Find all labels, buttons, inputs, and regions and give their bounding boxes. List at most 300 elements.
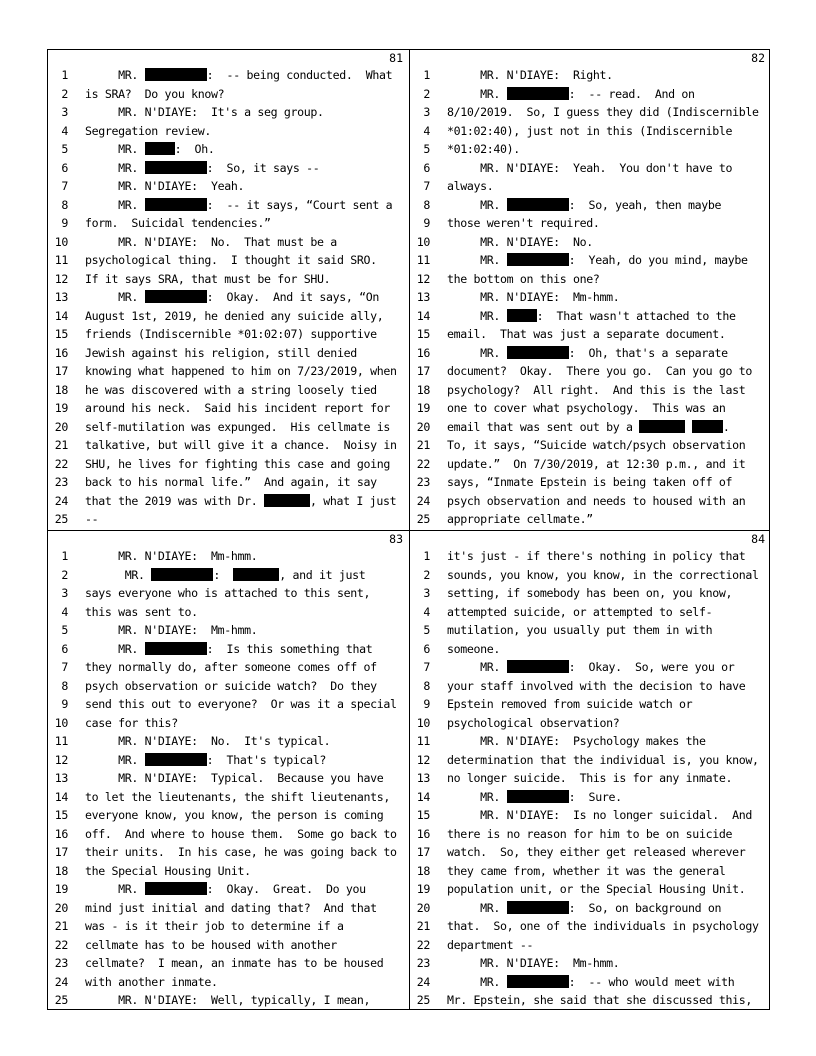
- line-text-segment: it's just - if there's nothing in policy that: [447, 549, 746, 563]
- line-text-segment: everyone know, you know, the person is coming: [85, 808, 384, 822]
- transcript-line: [48, 122, 409, 141]
- line-number: 4: [423, 123, 430, 138]
- line-text: [85, 566, 365, 585]
- line-text-segment: appropriate cellmate.”: [447, 512, 593, 526]
- line-text: [447, 473, 732, 492]
- line-number: 17: [416, 845, 430, 859]
- line-text: [447, 418, 730, 437]
- line-text: [447, 66, 613, 85]
- transcript-line: [48, 399, 409, 418]
- line-text: [447, 603, 712, 622]
- line-number: 6: [423, 160, 430, 175]
- line-text-segment: email that was sent out by a: [447, 419, 640, 434]
- line-text-segment: Segregation review.: [85, 123, 211, 138]
- line-number: 15: [416, 327, 430, 341]
- transcript-line: [48, 658, 409, 677]
- line-text: [85, 936, 337, 955]
- line-number: 18: [54, 863, 68, 878]
- redaction-box: [145, 198, 207, 211]
- line-number: 5: [61, 142, 68, 156]
- line-text-segment: : Oh.: [174, 142, 215, 156]
- line-number: 24: [416, 493, 430, 508]
- line-text-segment: MR. N'DIAYE: Well, typically, I mean,: [85, 993, 371, 1007]
- line-number: 4: [61, 604, 68, 619]
- transcript-line: [410, 177, 771, 196]
- transcript-line: [410, 547, 771, 566]
- page-number: 81: [389, 51, 403, 65]
- transcript-line: [410, 233, 771, 252]
- line-text-segment: MR.: [85, 567, 152, 582]
- line-text: [447, 140, 520, 159]
- transcript-line: [48, 917, 409, 936]
- transcript-line: [48, 640, 409, 659]
- transcript-line: [410, 732, 771, 751]
- line-text-segment: MR. N'DIAYE: It's a seg group.: [85, 105, 324, 119]
- transcript-line: [410, 991, 771, 1010]
- line-number: 24: [416, 974, 430, 989]
- line-text-segment: setting, if somebody has been on, you know,: [447, 586, 733, 600]
- line-text: [85, 677, 377, 696]
- transcript-line: [48, 621, 409, 640]
- line-number: 19: [416, 401, 430, 415]
- line-text-segment: self-mutilation was expunged. His cellmate is: [85, 419, 390, 434]
- line-text: [447, 325, 725, 344]
- line-number: 25: [416, 993, 430, 1007]
- line-number: 11: [54, 734, 68, 748]
- transcript-line: [48, 769, 409, 788]
- line-text-segment: , and it just: [279, 567, 366, 582]
- transcript-line: [48, 732, 409, 751]
- line-text: [447, 233, 593, 252]
- line-text: [85, 732, 330, 751]
- line-text-segment: friends (Indiscernible *01:02:07) supportive: [85, 327, 377, 341]
- line-text: [85, 769, 383, 788]
- line-number: 3: [61, 105, 68, 119]
- line-text: [447, 806, 752, 825]
- line-number: 12: [416, 271, 430, 286]
- line-number: 8: [61, 197, 68, 212]
- transcript-line: [410, 954, 771, 973]
- line-text-segment: case for this?: [85, 715, 178, 730]
- line-text-segment: MR. N'DIAYE: Is no longer suicidal. And: [447, 808, 752, 822]
- line-number: 6: [61, 641, 68, 656]
- line-text: [447, 159, 732, 178]
- line-number: 24: [54, 974, 68, 989]
- line-text-segment: MR.: [85, 641, 145, 656]
- line-text: [85, 899, 377, 918]
- line-text: [447, 288, 619, 307]
- line-text: [85, 806, 383, 825]
- line-text-segment: : So, yeah, then maybe: [568, 197, 722, 212]
- line-number: 6: [61, 160, 68, 175]
- line-text-segment: MR.: [447, 900, 507, 915]
- transcript-line: [410, 344, 771, 363]
- line-text-segment: : -- who would meet with: [568, 974, 735, 989]
- line-text-segment: there is no reason for him to be on suicide: [447, 826, 733, 841]
- transcript-line: [410, 769, 771, 788]
- line-number: 9: [423, 697, 430, 711]
- line-text-segment: 8/10/2019. So, I guess they did (Indiscernible: [447, 105, 759, 119]
- line-text: [447, 843, 745, 862]
- transcript-line: [410, 936, 771, 955]
- transcript-line: [48, 862, 409, 881]
- transcript-line: [48, 362, 409, 381]
- line-text-segment: they came from, whether it was the general: [447, 863, 726, 878]
- redaction-box: [507, 790, 569, 803]
- line-text-segment: : Yeah, do you mind, maybe: [568, 253, 748, 267]
- line-number: 10: [54, 715, 68, 730]
- line-number: 19: [416, 882, 430, 896]
- line-text-segment: with another inmate.: [85, 974, 218, 989]
- line-text-segment: the Special Housing Unit.: [85, 863, 251, 878]
- line-number: 11: [416, 734, 430, 748]
- line-text: [447, 214, 600, 233]
- line-text: [447, 825, 732, 844]
- line-number: 22: [54, 937, 68, 952]
- line-number: 4: [61, 123, 68, 138]
- line-text-segment: MR.: [447, 253, 507, 267]
- transcript-line: [48, 899, 409, 918]
- line-number: 17: [416, 364, 430, 378]
- line-text: [85, 455, 390, 474]
- line-text: [85, 917, 344, 936]
- transcript-line: [48, 547, 409, 566]
- line-text: [447, 936, 533, 955]
- transcript-line: [48, 270, 409, 289]
- line-text-segment: MR. N'DIAYE: Mm-hmm.: [447, 290, 620, 304]
- line-text: [85, 103, 324, 122]
- line-text-segment: knowing what happened to him on 7/23/2019, when: [85, 364, 397, 378]
- line-number: 22: [54, 456, 68, 471]
- line-text-segment: no longer suicide. This is for any inmate.: [447, 771, 733, 785]
- transcript-line: [410, 159, 771, 178]
- line-number: 15: [54, 808, 68, 822]
- transcript-line: [410, 843, 771, 862]
- line-text-segment: : That's typical?: [206, 752, 327, 767]
- transcript-sheet: [47, 49, 770, 1010]
- line-number: 3: [61, 586, 68, 600]
- line-text-segment: To, it says, “Suicide watch/psych observation: [447, 438, 746, 452]
- page-number: 82: [751, 51, 765, 65]
- line-text-segment: determination that the individual is, you know,: [447, 752, 759, 767]
- transcript-line: [48, 566, 409, 585]
- line-text-segment: MR.: [447, 308, 507, 323]
- line-text-segment: Mr. Epstein, she said that she discussed this,: [447, 993, 752, 1007]
- line-text-segment: that the 2019 was with Dr.: [85, 493, 265, 508]
- line-text-segment: : Oh, that's a separate: [568, 345, 728, 360]
- redaction-box: [145, 142, 175, 155]
- line-number: 16: [54, 826, 68, 841]
- transcript-line: [48, 288, 409, 307]
- line-text: [447, 436, 745, 455]
- line-number: 23: [416, 475, 430, 489]
- line-text: [85, 140, 214, 159]
- line-number: 3: [423, 586, 430, 600]
- line-text: [85, 658, 377, 677]
- line-text-segment: MR. N'DIAYE: Mm-hmm.: [447, 956, 620, 970]
- line-text: [85, 436, 397, 455]
- line-number: 5: [423, 623, 430, 637]
- line-number: 2: [61, 567, 68, 582]
- line-text: [447, 399, 725, 418]
- line-text-segment: someone.: [447, 641, 501, 656]
- line-text-segment: : Okay. Great. Do you: [206, 882, 366, 896]
- line-number: 25: [54, 512, 68, 526]
- redaction-box: [145, 642, 207, 655]
- transcript-line: [410, 584, 771, 603]
- transcript-line: [48, 307, 409, 326]
- line-text: [85, 362, 397, 381]
- line-number: 19: [54, 882, 68, 896]
- line-number: 8: [61, 678, 68, 693]
- transcript-line: [48, 584, 409, 603]
- line-text-segment: : Is this something that: [206, 641, 373, 656]
- transcript-page: [410, 531, 771, 1011]
- line-text-segment: Epstein removed from suicide watch or: [447, 697, 693, 711]
- redaction-box: [264, 494, 310, 507]
- line-text-segment: *01:02:40), just not in this (Indiscernible: [447, 123, 733, 138]
- line-number: 11: [54, 253, 68, 267]
- line-text-segment: : So, it says --: [206, 160, 320, 175]
- transcript-line: [410, 196, 771, 215]
- transcript-line: [48, 695, 409, 714]
- line-number: 20: [416, 419, 430, 434]
- transcript-line: [410, 85, 771, 104]
- transcript-line: [410, 677, 771, 696]
- line-text: [447, 732, 706, 751]
- transcript-line: [410, 899, 771, 918]
- line-text-segment: mind just initial and dating that? And that: [85, 900, 377, 915]
- line-text: [85, 85, 224, 104]
- line-text: [447, 769, 732, 788]
- line-text-segment: form. Suicidal tendencies.”: [85, 216, 271, 230]
- transcript-line: [48, 788, 409, 807]
- line-text-segment: they normally do, after someone comes off of: [85, 660, 377, 674]
- line-number: 14: [416, 789, 430, 804]
- line-text-segment: those weren't required.: [447, 216, 600, 230]
- line-number: 1: [61, 549, 68, 563]
- line-text: [447, 103, 759, 122]
- line-text: [85, 825, 397, 844]
- line-text: [85, 214, 271, 233]
- line-text-segment: MR. N'DIAYE: No.: [447, 234, 593, 249]
- line-text-segment: document? Okay. There you go. Can you go to: [447, 364, 752, 378]
- transcript-line: [48, 196, 409, 215]
- line-text-segment: MR.: [85, 752, 145, 767]
- redaction-box: [145, 161, 207, 174]
- transcript-line: [48, 85, 409, 104]
- transcript-line: [410, 362, 771, 381]
- line-text: [85, 695, 397, 714]
- transcript-line: [410, 455, 771, 474]
- line-text: [447, 344, 728, 363]
- line-text-segment: MR.: [85, 68, 145, 82]
- line-text: [85, 510, 98, 529]
- transcript-line: [410, 621, 771, 640]
- line-number: 14: [54, 308, 68, 323]
- line-text-segment: MR. N'DIAYE: Mm-hmm.: [85, 549, 258, 563]
- line-text: [447, 270, 600, 289]
- line-number: 10: [54, 234, 68, 249]
- line-number: 13: [416, 290, 430, 304]
- line-number: 21: [54, 438, 68, 452]
- line-text: [447, 510, 593, 529]
- line-text-segment: : That wasn't attached to the: [536, 308, 736, 323]
- line-number: 1: [423, 68, 430, 82]
- line-text-segment: MR.: [85, 197, 145, 212]
- line-text: [85, 991, 370, 1010]
- line-text: [85, 880, 366, 899]
- line-text-segment: MR.: [447, 974, 507, 989]
- transcript-line: [410, 640, 771, 659]
- line-number: 5: [61, 623, 68, 637]
- line-text-segment: MR. N'DIAYE: Yeah.: [85, 179, 245, 193]
- transcript-line: [410, 288, 771, 307]
- transcript-page: [48, 50, 409, 530]
- line-text: [85, 954, 383, 973]
- line-text: [447, 899, 721, 918]
- line-text-segment: --: [85, 512, 99, 526]
- line-text-segment: was - is it their job to determine if a: [85, 919, 344, 933]
- line-text-segment: MR.: [447, 660, 507, 674]
- transcript-line: [48, 418, 409, 437]
- line-text-segment: email. That was just a separate document.: [447, 327, 726, 341]
- line-text-segment: Jewish against his religion, still denied: [85, 345, 357, 360]
- transcript-line: [48, 233, 409, 252]
- line-text-segment: : Okay. And it says, “On: [206, 290, 380, 304]
- transcript-line: [410, 658, 771, 677]
- line-text-segment: : -- being conducted. What: [206, 68, 393, 82]
- transcript-line: [48, 140, 409, 159]
- line-text-segment: this was sent to.: [85, 604, 198, 619]
- line-number: 8: [423, 197, 430, 212]
- transcript-line: [48, 251, 409, 270]
- transcript-line: [48, 880, 409, 899]
- transcript-line: [410, 510, 771, 529]
- transcript-line: [48, 103, 409, 122]
- transcript-line: [48, 603, 409, 622]
- line-number: 19: [54, 401, 68, 415]
- redaction-box: [639, 420, 685, 433]
- line-number: 11: [416, 253, 430, 267]
- line-text-segment: MR.: [85, 882, 145, 896]
- transcript-line: [410, 381, 771, 400]
- transcript-line: [48, 677, 409, 696]
- transcript-line: [410, 399, 771, 418]
- transcript-line: [48, 954, 409, 973]
- line-text: [85, 196, 392, 215]
- line-text: [85, 862, 251, 881]
- line-text: [85, 492, 396, 511]
- line-text-segment: that. So, one of the individuals in psychology: [447, 919, 759, 933]
- line-text-segment: psychological thing. I thought it said SRO.: [85, 253, 377, 267]
- line-number: 20: [416, 900, 430, 915]
- line-text-segment: your staff involved with the decision to have: [447, 678, 746, 693]
- line-number: 25: [54, 993, 68, 1007]
- line-text: [447, 85, 695, 104]
- line-text-segment: MR.: [85, 142, 145, 156]
- line-text-segment: : -- read. And on: [568, 86, 695, 101]
- line-text-segment: says everyone who is attached to this sent,: [85, 586, 371, 600]
- line-text-segment: MR. N'DIAYE: Psychology makes the: [447, 734, 706, 748]
- transcript-line: [410, 66, 771, 85]
- transcript-line: [48, 843, 409, 862]
- line-number: 24: [54, 493, 68, 508]
- line-text: [85, 714, 178, 733]
- transcript-lines: [48, 547, 409, 1010]
- line-number: 8: [423, 678, 430, 693]
- line-text-segment: update.” On 7/30/2019, at 12:30 p.m., and it: [447, 456, 746, 471]
- line-text-segment: MR. N'DIAYE: Typical. Because you have: [85, 771, 384, 785]
- line-number: 23: [54, 956, 68, 970]
- transcript-line: [410, 880, 771, 899]
- transcript-line: [410, 603, 771, 622]
- transcript-line: [410, 566, 771, 585]
- line-text-segment: MR.: [447, 86, 507, 101]
- line-text-segment: sounds, you know, you know, in the correctional: [447, 567, 759, 582]
- redaction-box: [507, 198, 569, 211]
- transcript-line: [48, 325, 409, 344]
- line-number: 12: [54, 752, 68, 767]
- line-number: 7: [423, 660, 430, 674]
- transcript-line: [410, 695, 771, 714]
- redaction-box: [507, 660, 569, 673]
- transcript-line: [48, 714, 409, 733]
- line-number: 21: [54, 919, 68, 933]
- line-text-segment: :: [213, 567, 234, 582]
- line-text: [447, 584, 732, 603]
- line-text: [85, 547, 257, 566]
- line-text-segment: their units. In his case, he was going back to: [85, 845, 397, 859]
- line-number: 16: [416, 826, 430, 841]
- line-text: [447, 788, 622, 807]
- line-number: 17: [54, 845, 68, 859]
- line-text: [85, 973, 218, 992]
- line-text-segment: MR.: [85, 290, 145, 304]
- line-number: 1: [423, 549, 430, 563]
- transcript-line: [410, 806, 771, 825]
- transcript-page: [410, 50, 771, 530]
- line-text-segment: .: [722, 419, 730, 434]
- line-text-segment: August 1st, 2019, he denied any suicide ally,: [85, 308, 384, 323]
- transcript-line: [48, 455, 409, 474]
- line-text-segment: around his neck. Said his incident report for: [85, 401, 390, 415]
- line-text: [85, 843, 397, 862]
- line-text: [447, 381, 745, 400]
- line-text: [85, 66, 392, 85]
- transcript-line: [410, 307, 771, 326]
- line-text-segment: : -- it says, “Court sent a: [206, 197, 393, 212]
- transcript-line: [410, 436, 771, 455]
- line-text-segment: watch. So, they either get released wherever: [447, 845, 746, 859]
- line-text: [447, 640, 500, 659]
- transcript-line: [410, 251, 771, 270]
- redaction-box: [507, 346, 569, 359]
- transcript-lines: [410, 547, 771, 1010]
- transcript-line: [48, 473, 409, 492]
- transcript-line: [410, 270, 771, 289]
- line-text-segment: , what I just: [310, 493, 397, 508]
- line-text: [447, 362, 752, 381]
- redaction-box: [507, 901, 569, 914]
- line-number: 20: [54, 900, 68, 915]
- line-text: [85, 251, 377, 270]
- transcript-line: [410, 917, 771, 936]
- line-number: 13: [416, 771, 430, 785]
- line-number: 14: [416, 308, 430, 323]
- line-text: [447, 954, 619, 973]
- line-number: 22: [416, 937, 430, 952]
